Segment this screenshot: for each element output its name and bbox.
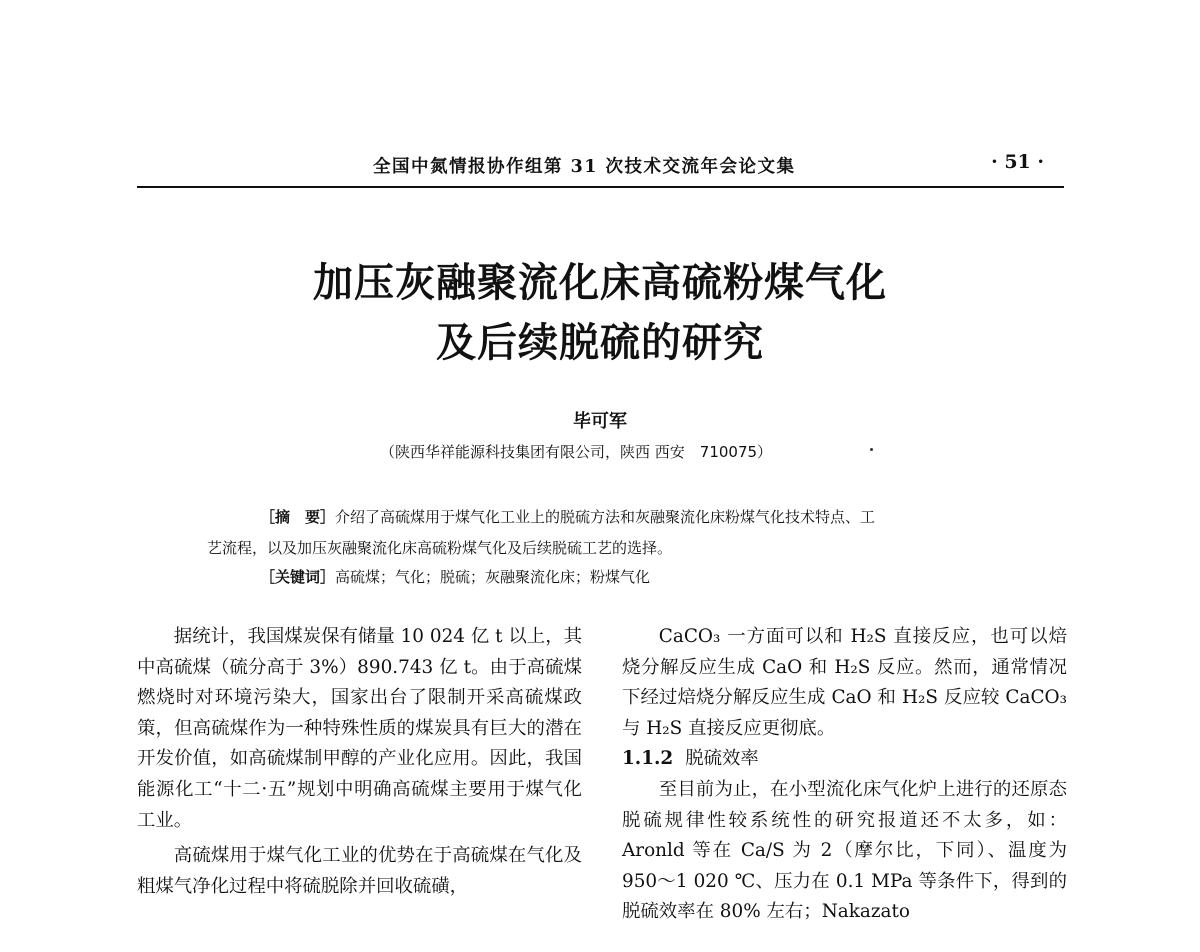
page-number: · 51 · <box>991 151 1044 173</box>
section-number: 1.1.2 <box>622 748 674 770</box>
keywords-tag: ［关键词］ <box>260 568 336 586</box>
running-title: 全国中氮情报协作组第 31 次技术交流年会论文集 <box>373 157 796 177</box>
running-header <box>137 148 1064 188</box>
body-column-left <box>137 622 582 902</box>
section-heading <box>622 744 1067 775</box>
right-paragraph-2: 至目前为止，在小型流化床气化炉上进行的还原态脱硫规律性较系统性的研究报道还不太多，如：Aronld 等在 Ca/S 为 2（摩尔比，下同）、温度为 950～1 020 ℃、压力在 0.1 MPa 等条件下，得到的脱硫效率在 80% 左右；Nakazato <box>622 778 1067 923</box>
right-paragraph-1: CaCO₃ 一方面可以和 H₂S 直接反应，也可以焙烧分解反应生成 CaO 和 H₂S 反应。然而，通常情况下经过焙烧分解反应生成 CaO 和 H₂S 反应较 CaCO₃ 与 H₂S 直接反应更彻底。 <box>622 626 1067 739</box>
keywords-line <box>260 566 650 587</box>
author-name: 毕可军 <box>573 411 627 432</box>
left-paragraph-1: 据统计，我国煤炭保有储量 10 024 亿 t 以上，其中高硫煤（硫分高于 3%）890.743 亿 t。由于高硫煤燃烧时对环境污染大，国家出台了限制开采高硫煤政策，但高硫煤作为一种特殊性质的煤炭具有巨大的潜在开发价值，如高硫煤制甲醇的产业化应用。因此，我国能源化工“十二·五”规划中明确高硫煤主要用于煤气化工业。 <box>137 626 582 831</box>
abstract-tag: ［摘 要］ <box>260 508 336 526</box>
paper-title-line-2: 及后续脱硫的研究 <box>436 319 764 366</box>
author-affiliation: （陕西华祥能源科技集团有限公司，陕西 西安 710075） <box>380 443 773 461</box>
abstract-line-2: 艺流程，以及加压灰融聚流化床高硫粉煤气化及后续脱硫工艺的选择。 <box>207 539 673 557</box>
keywords-text: 高硫煤；气化；脱硫；灰融聚流化床；粉煤气化 <box>335 568 651 586</box>
paper-title-line-1: 加压灰融聚流化床高硫粉煤气化 <box>313 259 887 306</box>
section-title: 脱硫效率 <box>685 748 759 770</box>
left-paragraph-2: 高硫煤用于煤气化工业的优势在于高硫煤在气化及粗煤气净化过程中将硫脱除并回收硫磺， <box>137 845 582 897</box>
abstract-text-1: 介绍了高硫煤用于煤气化工业上的脱硫方法和灰融聚流化床粉煤气化技术特点、工 <box>335 508 876 526</box>
stray-dot <box>870 448 873 451</box>
body-column-right <box>622 622 1067 928</box>
abstract-line-1 <box>260 506 875 527</box>
